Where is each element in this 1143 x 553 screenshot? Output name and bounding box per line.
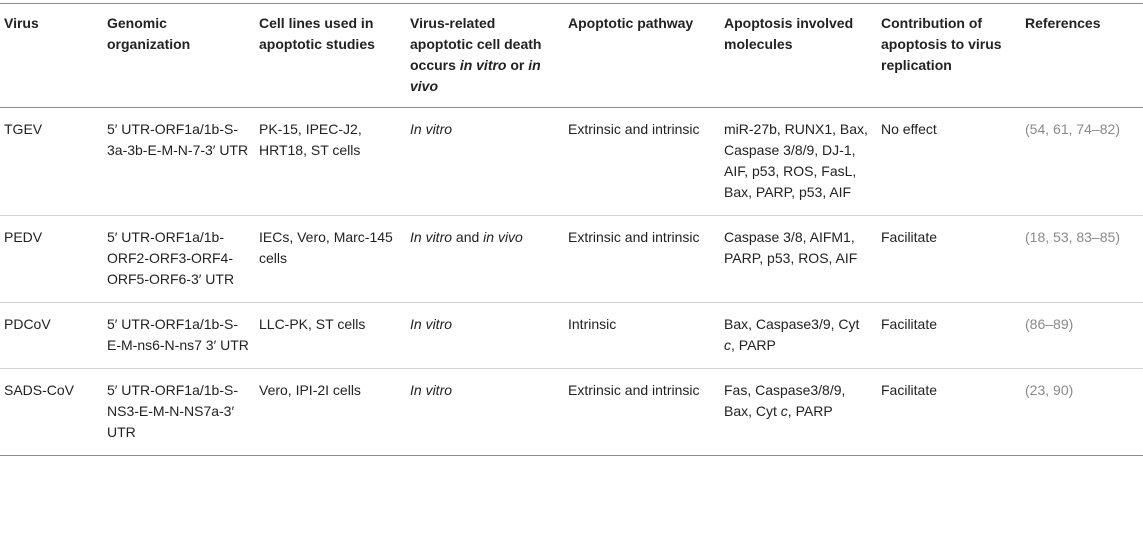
cell-pathway: Intrinsic (564, 303, 720, 369)
header-virus: Virus (0, 4, 103, 108)
cell-cell-lines: Vero, IPI-2I cells (259, 382, 361, 398)
molecules-text: , PARP (787, 403, 833, 419)
cell-molecules (720, 303, 877, 369)
ref-paren: ( (1025, 121, 1030, 137)
reference-link[interactable]: 74–82 (1076, 121, 1116, 137)
header-molecules: Apoptosis involved molecules (720, 4, 877, 108)
table-row (0, 108, 1143, 216)
cell-molecules (720, 369, 877, 456)
reference-link[interactable]: 18 (1029, 229, 1046, 245)
header-row (0, 4, 1143, 108)
header-genomic-organization: Genomic organization (103, 4, 255, 108)
cell-pathway: Extrinsic and intrinsic (564, 216, 720, 303)
cell-virus: SADS-CoV (4, 382, 75, 398)
header-apoptotic-pathway: Apoptotic pathway (564, 4, 720, 108)
ref-separator: , (1045, 121, 1054, 137)
cell-genome: 5′ UTR-ORF1a/1b-ORF2-ORF3-ORF4-ORF5-ORF6-3′ UTR (103, 216, 255, 303)
cell-molecules: miR-27b, RUNX1, Bax, Caspase 3/8/9, DJ-1, AIF, p53, ROS, FasL, Bax, PARP, p53, AIF (720, 108, 877, 216)
reference-link[interactable]: 61 (1053, 121, 1069, 137)
ref-paren: ( (1025, 316, 1030, 332)
cell-virus: TGEV (0, 108, 103, 216)
molecules-italic: c (780, 403, 788, 419)
ref-paren: ) (1115, 121, 1120, 137)
cell-occurrence (406, 216, 564, 303)
header-cell-lines: Cell lines used in apoptotic studies (255, 4, 406, 108)
ref-paren: ( (1025, 382, 1030, 398)
ref-separator: , (1045, 229, 1054, 245)
table-row (0, 216, 1143, 303)
reference-link[interactable]: 90 (1053, 382, 1069, 398)
cell-contribution: Facilitate (881, 382, 938, 398)
cell-references (1021, 108, 1143, 216)
cell-references (1021, 369, 1143, 456)
reference-link[interactable]: 54 (1029, 121, 1046, 137)
ref-separator: , (1045, 382, 1054, 398)
cell-occurrence (406, 108, 564, 216)
cell-virus: PDCoV (0, 303, 103, 369)
occurrence-a: In vitro (410, 382, 453, 398)
ref-paren: ) (1115, 229, 1120, 245)
molecules-text: , PARP (731, 337, 776, 353)
header-contribution: Contribution of apoptosis to virus replication (877, 4, 1021, 108)
header-text: or (506, 57, 529, 73)
cell-pathway: Extrinsic and intrinsic (568, 382, 700, 398)
molecules-text: Bax, Caspase3/9, Cyt (724, 316, 860, 332)
reference-link[interactable]: 53 (1053, 229, 1069, 245)
table-row (0, 303, 1143, 369)
cell-cell-lines: PK-15, IPEC-J2, HRT18, ST cells (255, 108, 406, 216)
cell-occurrence (406, 369, 564, 456)
occurrence-b: in vivo (483, 229, 523, 245)
ref-separator: , (1068, 229, 1077, 245)
header-cell-death-occurrence (406, 4, 564, 108)
table-row (0, 369, 1143, 456)
header-text-italic: in vitro (459, 57, 507, 73)
molecules-text: Fas, Caspase3/8/9, Bax, Cyt (724, 382, 846, 419)
header-references: References (1021, 4, 1143, 108)
occurrence-a: In vitro (410, 121, 453, 137)
cell-pathway: Extrinsic and intrinsic (564, 108, 720, 216)
occurrence-a: In vitro (410, 316, 453, 332)
cell-genome: 5′ UTR-ORF1a/1b-S-3a-3b-E-M-N-7-3′ UTR (103, 108, 255, 216)
ref-paren: ) (1068, 316, 1074, 332)
cell-genome: 5′ UTR-ORF1a/1b-S-NS3-E-M-N-NS7a-3′ UTR (107, 382, 238, 440)
occurrence-and: and (452, 229, 484, 245)
cell-occurrence (406, 303, 564, 369)
cell-contribution: Facilitate (877, 303, 1021, 369)
cell-references (1021, 303, 1143, 369)
reference-link[interactable]: 86–89 (1029, 316, 1069, 332)
header-text: Virus-related apoptotic cell death occurs (410, 15, 542, 73)
cell-cell-lines: IECs, Vero, Marc-145 cells (255, 216, 406, 303)
cell-contribution: Facilitate (877, 216, 1021, 303)
ref-paren: ) (1068, 382, 1074, 398)
cell-contribution: No effect (877, 108, 1021, 216)
cell-cell-lines: LLC-PK, ST cells (255, 303, 406, 369)
cell-references (1021, 216, 1143, 303)
reference-link[interactable]: 23 (1029, 382, 1046, 398)
header-text-italic: in vivo (410, 57, 541, 94)
ref-separator: , (1068, 121, 1077, 137)
molecules-italic: c (724, 337, 731, 353)
cell-virus: PEDV (0, 216, 103, 303)
apoptosis-table (0, 3, 1143, 456)
ref-paren: ( (1025, 229, 1030, 245)
occurrence-a: In vitro (410, 229, 453, 245)
reference-link[interactable]: 83–85 (1076, 229, 1116, 245)
cell-molecules: Caspase 3/8, AIFM1, PARP, p53, ROS, AIF (720, 216, 877, 303)
cell-genome: 5′ UTR-ORF1a/1b-S-E-M-ns6-N-ns7 3′ UTR (103, 303, 255, 369)
